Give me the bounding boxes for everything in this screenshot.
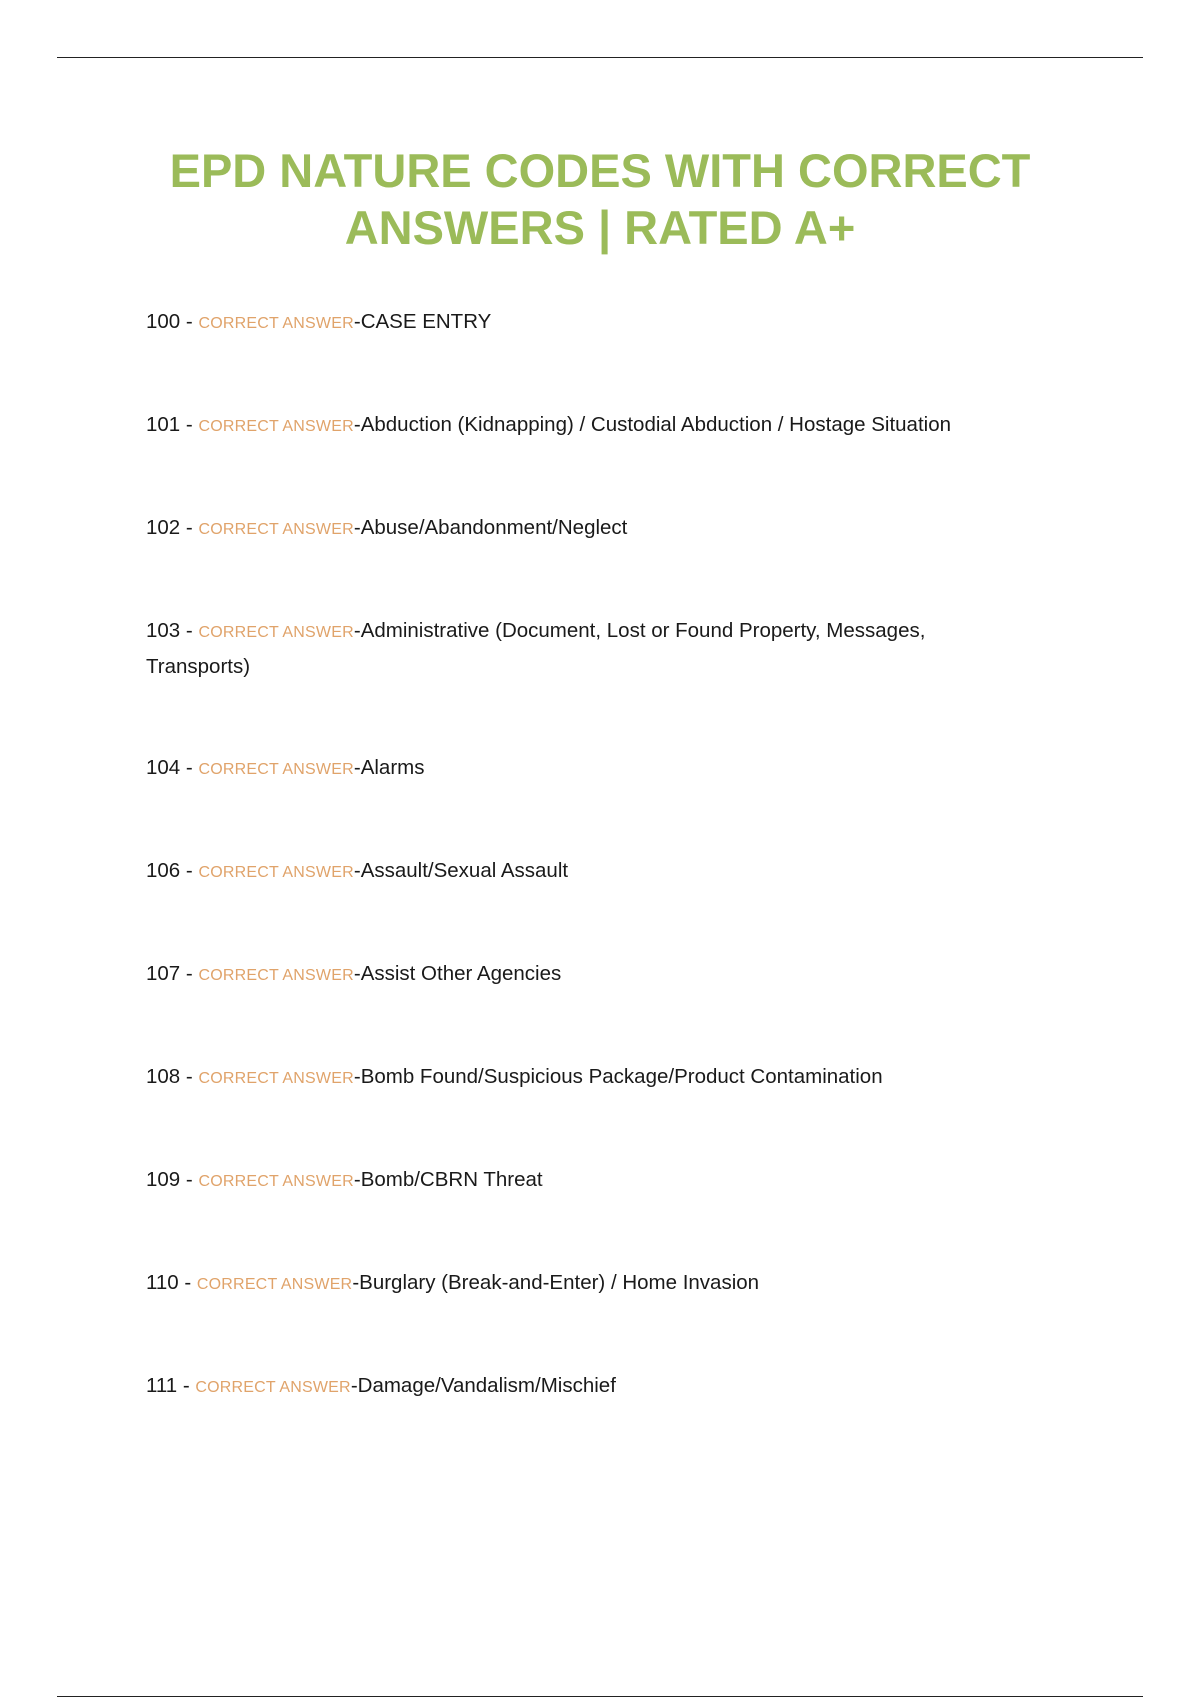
qa-item: 110 - CORRECT ANSWER-Burglary (Break-and-Enter) / Home Invasion: [146, 1271, 760, 1294]
answer-text: Damage/Vandalism/Mischief: [357, 1374, 616, 1397]
answer-text: Burglary (Break-and-Enter) / Home Invasion: [359, 1271, 760, 1294]
answer-text: Alarms: [360, 756, 425, 779]
qa-item: 111 - CORRECT ANSWER-Damage/Vandalism/Mischief: [146, 1374, 616, 1397]
answer-text: Bomb Found/Suspicious Package/Product Contamination: [360, 1065, 883, 1088]
answer-text: Assault/Sexual Assault: [360, 859, 569, 882]
code: 107: [146, 962, 181, 985]
answer-label: CORRECT ANSWER: [195, 1379, 351, 1396]
code: 106: [146, 859, 181, 882]
code: 101: [146, 413, 181, 436]
answer-label: CORRECT ANSWER: [198, 1173, 354, 1190]
answer-label: CORRECT ANSWER: [198, 521, 354, 538]
answer-label: CORRECT ANSWER: [198, 967, 354, 984]
answer-label: CORRECT ANSWER: [198, 761, 354, 778]
qa-item: 108 - CORRECT ANSWER-Bomb Found/Suspicious Package/Product Contamination: [146, 1065, 883, 1088]
qa-list: [146, 305, 1046, 1472]
qa-item: 101 - CORRECT ANSWER-Abduction (Kidnapping) / Custodial Abduction / Hostage Situation: [146, 413, 952, 436]
answer-label: CORRECT ANSWER: [198, 1070, 354, 1087]
qa-item: 106 - CORRECT ANSWER-Assault/Sexual Assault: [146, 859, 569, 882]
answer-text: CASE ENTRY: [360, 310, 492, 333]
answer-text: Assist Other Agencies: [360, 962, 562, 985]
answer-label: CORRECT ANSWER: [198, 864, 354, 881]
qa-item: 100 - CORRECT ANSWER-CASE ENTRY: [146, 310, 492, 333]
answer-label: CORRECT ANSWER: [198, 418, 354, 435]
code: 108: [146, 1065, 181, 1088]
bottom-rule: [57, 1696, 1143, 1697]
qa-item: 103 - CORRECT ANSWER-Administrative (Document, Lost or Found Property, Messages, Transports): [146, 619, 926, 678]
qa-item: 102 - CORRECT ANSWER-Abuse/Abandonment/Neglect: [146, 516, 628, 539]
code: 103: [146, 619, 181, 642]
qa-item: 109 - CORRECT ANSWER-Bomb/CBRN Threat: [146, 1168, 543, 1191]
qa-item: 104 - CORRECT ANSWER-Alarms: [146, 756, 425, 779]
code: 100: [146, 310, 181, 333]
answer-text: Bomb/CBRN Threat: [360, 1168, 543, 1191]
answer-label: CORRECT ANSWER: [198, 315, 354, 332]
top-rule: [57, 57, 1143, 58]
answer-text: Abduction (Kidnapping) / Custodial Abduction / Hostage Situation: [360, 413, 952, 436]
answer-label: CORRECT ANSWER: [196, 1276, 353, 1293]
code: 110: [146, 1271, 179, 1294]
code: 111: [146, 1374, 178, 1397]
document-title: EPD NATURE CODES WITH CORRECT ANSWERS | RATED A+: [169, 144, 1031, 254]
answer-label: CORRECT ANSWER: [198, 624, 354, 641]
qa-item: 107 - CORRECT ANSWER-Assist Other Agencies: [146, 962, 562, 985]
code: 104: [146, 756, 181, 779]
code: 102: [146, 516, 181, 539]
answer-text: Administrative (Document, Lost or Found Property, Messages, Transports): [146, 619, 926, 678]
answer-text: Abuse/Abandonment/Neglect: [360, 516, 628, 539]
code: 109: [146, 1168, 181, 1191]
